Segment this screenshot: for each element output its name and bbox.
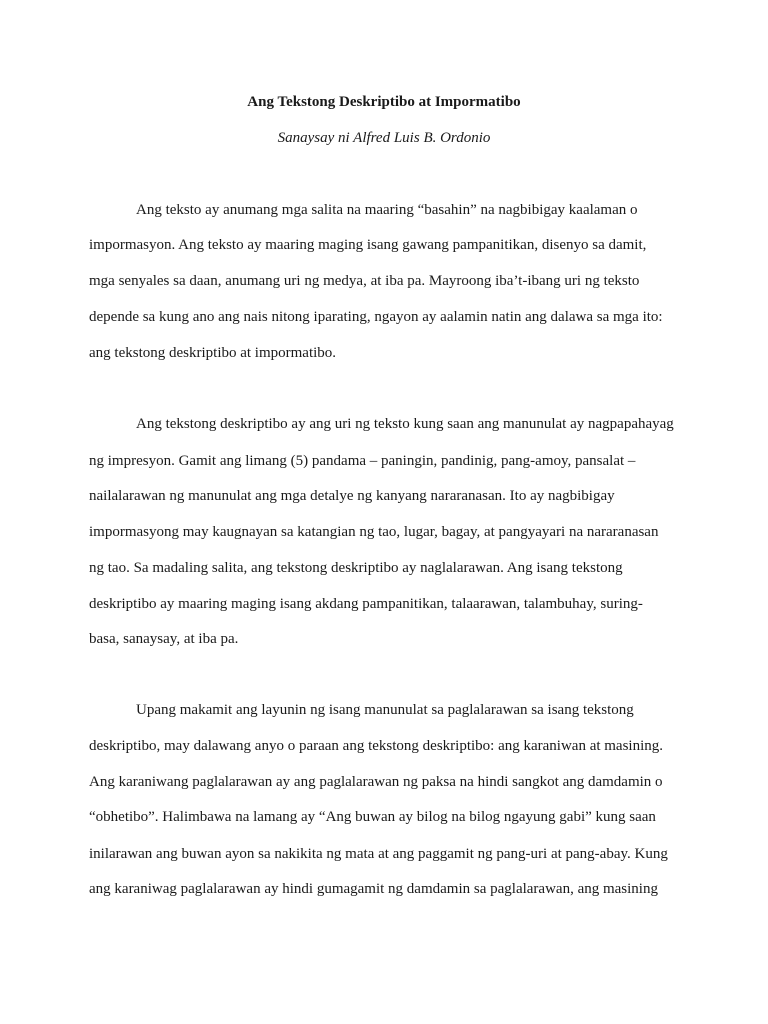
- paragraph-line: Upang makamit ang layunin ng isang manunulat sa paglalarawan sa isang tekstong: [136, 702, 634, 718]
- paragraph-line: deskriptibo, may dalawang anyo o paraan ang tekstong deskriptibo: ang karaniwan at masining.: [89, 738, 664, 754]
- paragraph-line: Ang tekstong deskriptibo ay ang uri ng teksto kung saan ang manunulat ay nagpapahayag: [136, 416, 674, 432]
- document-title: Ang Tekstong Deskriptibo at Impormatibo: [247, 94, 521, 110]
- document-subtitle: Sanaysay ni Alfred Luis B. Ordonio: [277, 130, 491, 146]
- paragraph-line: mga senyales sa daan, anumang uri ng medya, at iba pa. Mayroong iba’t-ibang uri ng teksto: [89, 273, 640, 289]
- paragraph-line: Ang karaniwang paglalarawan ay ang paglalarawan ng paksa na hindi sangkot ang damdamin o: [89, 774, 663, 790]
- paragraph-line: deskriptibo ay maaring maging isang akdang pampanitikan, talaarawan, talambuhay, suring-: [89, 596, 643, 612]
- paragraph-line: nailalarawan ng manunulat ang mga detalye ng kanyang nararanasan. Ito ay nagbibigay: [89, 488, 615, 504]
- paragraph-line: impormasyon. Ang teksto ay maaring maging isang gawang pampanitikan, disenyo sa damit,: [89, 237, 647, 253]
- paragraph-line: inilarawan ang buwan ayon sa nakikita ng mata at ang paggamit ng pang-uri at pang-abay. Kung: [89, 846, 668, 862]
- paragraph-line: ng tao. Sa madaling salita, ang tekstong deskriptibo ay naglalarawan. Ang isang tekstong: [89, 560, 623, 576]
- paragraph-line: ang tekstong deskriptibo at impormatibo.: [89, 345, 337, 361]
- paragraph-line: basa, sanaysay, at iba pa.: [89, 631, 239, 647]
- paragraph-line: ng impresyon. Gamit ang limang (5) pandama – paningin, pandinig, pang-amoy, pansalat –: [89, 453, 636, 469]
- paragraph-line: Ang teksto ay anumang mga salita na maaring “basahin” na nagbibigay kaalaman o: [136, 202, 638, 218]
- paragraph-line: “obhetibo”. Halimbawa na lamang ay “Ang buwan ay bilog na bilog ngayung gabi” kung saan: [89, 809, 656, 825]
- paragraph-line: ang karaniwag paglalarawan ay hindi gumagamit ng damdamin sa paglalarawan, ang masining: [89, 881, 658, 897]
- paragraph-line: impormasyong may kaugnayan sa katangian ng tao, lugar, bagay, at pangyayari na nararanasan: [89, 524, 659, 540]
- paragraph-line: depende sa kung ano ang nais nitong iparating, ngayon ay aalamin natin ang dalawa sa mga ito:: [89, 309, 663, 325]
